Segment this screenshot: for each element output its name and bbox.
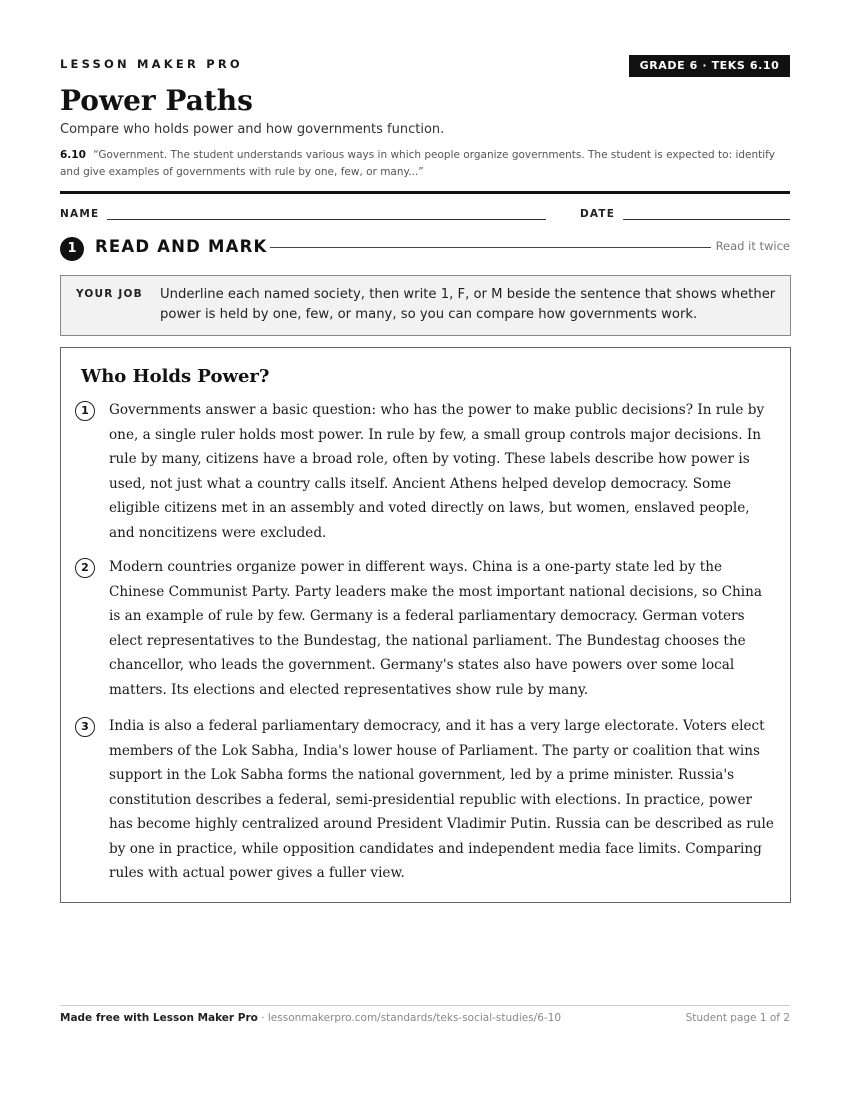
- your-job-label: YOUR JOB: [76, 288, 143, 300]
- paragraph-number-badge: 2: [75, 558, 95, 578]
- reading-passage-box: [60, 347, 791, 903]
- paragraph-text: Governments answer a basic question: who has the power to make public decisions? In rule by one, a single ruler holds most power. In rule by few, a small group controls major decisions. In rule by many, citizens have a broad role, often by voting. These labels describe how power is used, not just what a country calls itself. Ancient Athens helped develop democracy. Some eligible citizens met in an assembly and voted directly on laws, but women, enslaved people, and noncitizens were excluded.: [109, 402, 765, 541]
- footer-page-number: Student page 1 of 2: [685, 1012, 790, 1024]
- standard-code: 6.10: [60, 149, 86, 161]
- standard-description: [60, 147, 790, 180]
- paragraph-number-badge: 3: [75, 717, 95, 737]
- footer-divider: [60, 1005, 790, 1006]
- date-label: DATE: [580, 208, 616, 220]
- header-divider: [60, 191, 790, 194]
- section-divider: [270, 247, 711, 248]
- reading-title: Who Holds Power?: [81, 366, 270, 387]
- brand-name: LESSON MAKER PRO: [60, 57, 243, 71]
- paragraph-text: Modern countries organize power in different ways. China is a one-party state led by the Chinese Communist Party. Party leaders make the most important national decisions, so China is an example of rule by few. Germany is a federal parliamentary democracy. German voters elect representatives to the Bundestag, the national parliament. The Bundestag chooses the chancellor, who leads the government. Germany's states also have powers over some local matters. Its elections and elected representatives show rule by many.: [109, 559, 762, 698]
- paragraph-number-badge: 1: [75, 401, 95, 421]
- section-number-badge: 1: [60, 237, 84, 261]
- page-title: Power Paths: [60, 84, 253, 117]
- paragraph-text: India is also a federal parliamentary democracy, and it has a very large electorate. Voters elect members of the Lok Sabha, India's lower house of Parliament. The party or coalition that wins support in the Lok Sabha forms the national government, led by a prime minister. Russia's constitution describes a federal, semi-presidential republic with elections. In practice, power has become highly centralized around President Vladimir Putin. Russia can be described as rule by one in practice, while opposition candidates and independent media face limits. Comparing rules with actual power gives a fuller view.: [109, 718, 774, 881]
- footer-made-by: Made free with Lesson Maker Pro: [60, 1012, 258, 1024]
- section-title: READ AND MARK: [95, 237, 268, 256]
- date-line[interactable]: [623, 219, 790, 220]
- page-subtitle: Compare who holds power and how governments function.: [60, 122, 445, 137]
- standard-text: “Government. The student understands various ways in which people organize governments. The student is expected to: identify and give examples of governments with rule by one, few, or many...”: [60, 149, 775, 178]
- name-line[interactable]: [107, 219, 546, 220]
- footer-credit: [60, 1012, 561, 1024]
- footer-separator: ·: [257, 1012, 268, 1024]
- footer-url[interactable]: lessonmakerpro.com/standards/teks-social-studies/6-10: [267, 1012, 562, 1024]
- grade-badge: GRADE 6 · TEKS 6.10: [629, 55, 790, 77]
- your-job-box: [60, 275, 791, 336]
- name-label: NAME: [60, 208, 100, 220]
- your-job-text: Underline each named society, then write 1, F, or M beside the sentence that shows whether power is held by one, few, or many, so you can compare how governments work.: [160, 287, 776, 322]
- section-note: Read it twice: [715, 239, 790, 253]
